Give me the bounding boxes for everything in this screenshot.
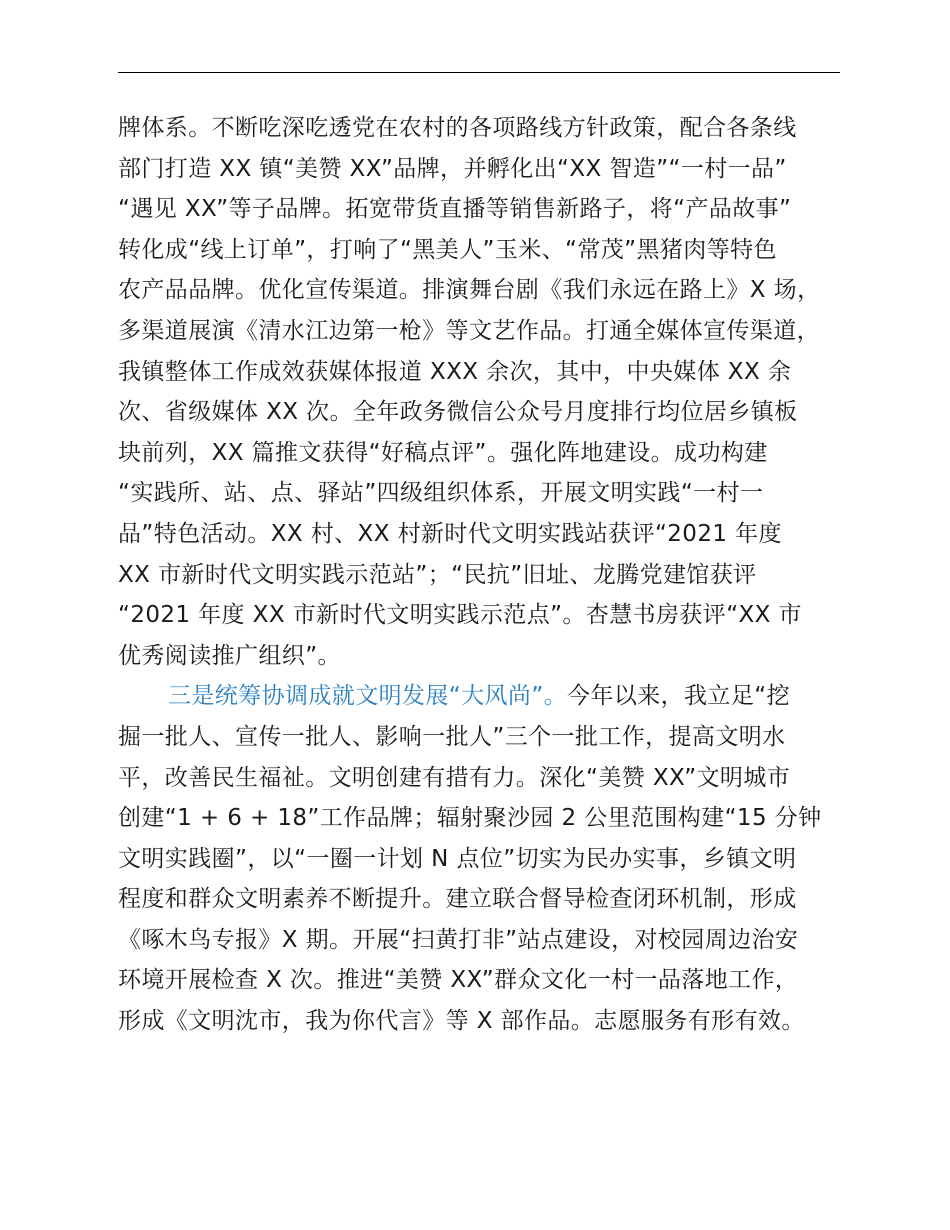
- text-line: XX 市新时代文明实践示范站”；“民抗”旧址、龙腾党建馆获评: [118, 561, 757, 588]
- text-line: 平，改善民生福祉。文明创建有措有力。深化“美赞 XX”文明城市: [118, 764, 791, 791]
- text-line: 《啄木鸟专报》X 期。开展“扫黄打非”站点建设，对校园周边治安: [118, 926, 799, 953]
- text-line: 优秀阅读推广组织”。: [118, 642, 341, 669]
- text-line: 形成《文明沈市，我为你代言》等 X 部作品。志愿服务有形有效。: [118, 1008, 805, 1035]
- text-line: 多渠道展演《清水江边第一枪》等文艺作品。打通全媒体宣传渠道，: [118, 317, 820, 344]
- text-line: 程度和群众文明素养不断提升。建立联合督导检查闭环机制，形成: [118, 886, 797, 913]
- paragraph-2-first-line: [118, 676, 863, 717]
- text-line: 文明实践圈”，以“一圈一计划 N 点位”切实为民办实事，乡镇文明: [118, 845, 797, 872]
- text-line: “遇见 XX”等子品牌。拓宽带货直播等销售新路子，将“产品故事”: [118, 196, 792, 223]
- text-line: 转化成“线上订单”，打响了“黑美人”玉米、“常茂”黑猪肉等特色: [118, 236, 777, 263]
- text-line: 我镇整体工作成效获媒体报道 XXX 余次，其中，中央媒体 XX 余: [118, 358, 792, 385]
- text-line: 块前列，XX 篇推文获得“好稿点评”。强化阵地建设。成功构建: [118, 439, 768, 466]
- text-line: 次、省级媒体 XX 次。全年政务微信公众号月度排行均位居乡镇板: [118, 399, 798, 426]
- text-line: 部门打造 XX 镇“美赞 XX”品牌，并孵化出“XX 智造”“一村一品”: [118, 155, 787, 182]
- text-line: 创建“1 + 6 + 18”工作品牌；辐射聚沙园 2 公里范围构建“15 分钟: [118, 805, 822, 832]
- text-line: “实践所、站、点、驿站”四级组织体系，开展文明实践“一村一: [118, 480, 764, 507]
- header-rule: [118, 72, 840, 73]
- paragraph-1: [118, 108, 863, 676]
- body-text: [118, 108, 863, 1042]
- text-line: 掘一批人、宣传一批人、影响一批人”三个一批工作，提高文明水: [118, 723, 786, 750]
- paragraph-2: [118, 676, 863, 1041]
- text-line: 环境开展检查 X 次。推进“美赞 XX”群众文化一村一品落地工作，: [118, 967, 799, 994]
- text-line: 品”特色活动。XX 村、XX 村新时代文明实践站获评“2021 年度: [118, 520, 782, 547]
- text-line: “2021 年度 XX 市新时代文明实践示范点”。杏慧书房获评“XX 市: [118, 602, 802, 629]
- text-run: 今年以来，我立足“挖: [567, 683, 790, 710]
- text-line: 牌体系。不断吃深吃透党在农村的各项路线方针政策，配合各条线: [118, 115, 797, 141]
- text-line: 农产品品牌。优化宣传渠道。排演舞台剧《我们永远在路上》X 场，: [118, 277, 821, 304]
- section-heading: 三是统筹协调成就文明发展“大风尚”。: [168, 683, 568, 710]
